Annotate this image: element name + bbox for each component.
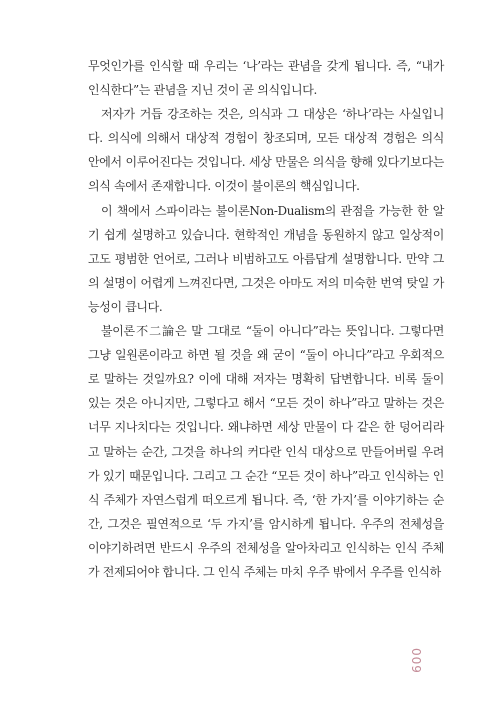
paragraph-1: 무엇인가를 인식할 때 우리는 ‘나’라는 관념을 갖게 됩니다. 즉, “내가 인식한다”는 관념을 지닌 것이 곧 의식입니다. bbox=[88, 59, 444, 98]
paragraph-3: 이 책에서 스파이라는 불이론Non-Dualism의 관점을 가능한 한 알기 쉽게 설명하고 있습니다. 현학적인 개념을 동원하지 않고 일상적이고도 평범한 언어로, 그러나 비범하고도 아름답게 설명합니다. 만약 그의 설명이 어렵게 느껴진다면, 그것은 아마도 저의 미숙한 번역 탓일 가능성이 큽니다. bbox=[88, 203, 444, 314]
paragraph-2: 저자가 거듭 강조하는 것은, 의식과 그 대상은 ‘하나’라는 사실입니다. 의식에 의해서 대상적 경험이 창조되며, 모든 대상적 경험은 의식 안에서 이루어진다는 것입니다. 세상 만물은 의식을 향해 있다기보다는 의식 속에서 존재합니다. 이것이 불이론의 핵심입니다. bbox=[88, 107, 444, 194]
paragraph-4: 불이론不二論은 말 그대로 “둘이 아니다”라는 뜻입니다. 그렇다면 그냥 일원론이라고 하면 될 것을 왜 굳이 “둘이 아니다”라고 우회적으로 말하는 것일까요? 이에 대해 저자는 명확히 답변합니다. 비록 둘이 있는 것은 아니지만, 그렇다고 해서 “모든 것이 하나”라고 말하는 것은 너무 지나치다는 것입니다. 왜냐하면 세상 만물이 다 같은 한 덩어리라고 말하는 순간, 그것을 하나의 커다란 인식 대상으로 만들어버릴 우려가 있기 때문입니다. 그리고 그 순간 “모든 것이 하나”라고 인식하는 인식 주체가 자연스럽게 떠오르게 됩니다. 즉, ‘한 가지’를 이야기하는 순간, 그것은 필연적으로 ‘두 가지’를 암시하게 됩니다. 우주의 전체성을 이야기하려면 반드시 우주의 전체성을 알아차리고 인식하는 인식 주체가 전제되어야 합니다. 그 인식 주체는 마치 우주 밖에서 우주를 인식하 bbox=[88, 324, 444, 579]
page-number: 009 bbox=[409, 648, 423, 674]
body-text bbox=[88, 54, 444, 584]
